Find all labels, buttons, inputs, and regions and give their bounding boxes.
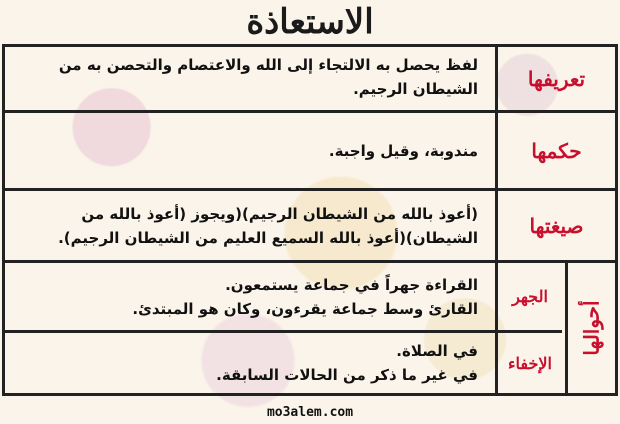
content-line: الشيطان)(أعوذ بالله السميع العليم من الشيطان الرجيم). [58,228,478,247]
row-content-definition [5,47,492,110]
group-label-states: أحوالها [565,263,615,393]
row-content-formula [5,191,492,260]
table-row [5,113,615,191]
row-label-silent: الإخفاء [495,333,562,393]
content-line: في غير ما ذكر من الحالات السابقة. [216,366,478,384]
content-line: مندوبة، وقيل واجبة. [328,141,478,160]
table-row [5,333,562,393]
table-group [5,263,615,393]
row-label-aloud: الجهر [495,263,562,330]
content-line: القارئ وسط جماعة يقرءون، وكان هو المبتدئ. [132,299,478,318]
info-table [2,44,618,396]
site-footer: mo3alem.com [266,405,354,420]
content-line: القراءة جهراً في جماعة يستمعون. [225,275,478,294]
content-line: لفظ يحصل به الالتجاء إلى الله والاعتصام والتحصن به من [58,56,478,74]
row-label-definition: تعريفها [495,47,615,110]
table-row [5,47,615,113]
content-line: (أعوذ بالله من الشيطان الرجيم)(ويجوز (أعوذ بالله من [81,204,478,223]
row-content-aloud [5,263,492,330]
content-line: في الصلاة. [396,342,478,360]
table-row [5,263,562,333]
row-label-ruling: حكمها [495,113,615,188]
table-row [5,191,615,263]
row-content-ruling [5,113,492,188]
content-line: الشيطان الرجيم. [353,80,478,98]
page-title: الاستعاذة [246,2,374,42]
row-label-formula: صيغتها [495,191,615,260]
row-content-silent [5,333,492,393]
